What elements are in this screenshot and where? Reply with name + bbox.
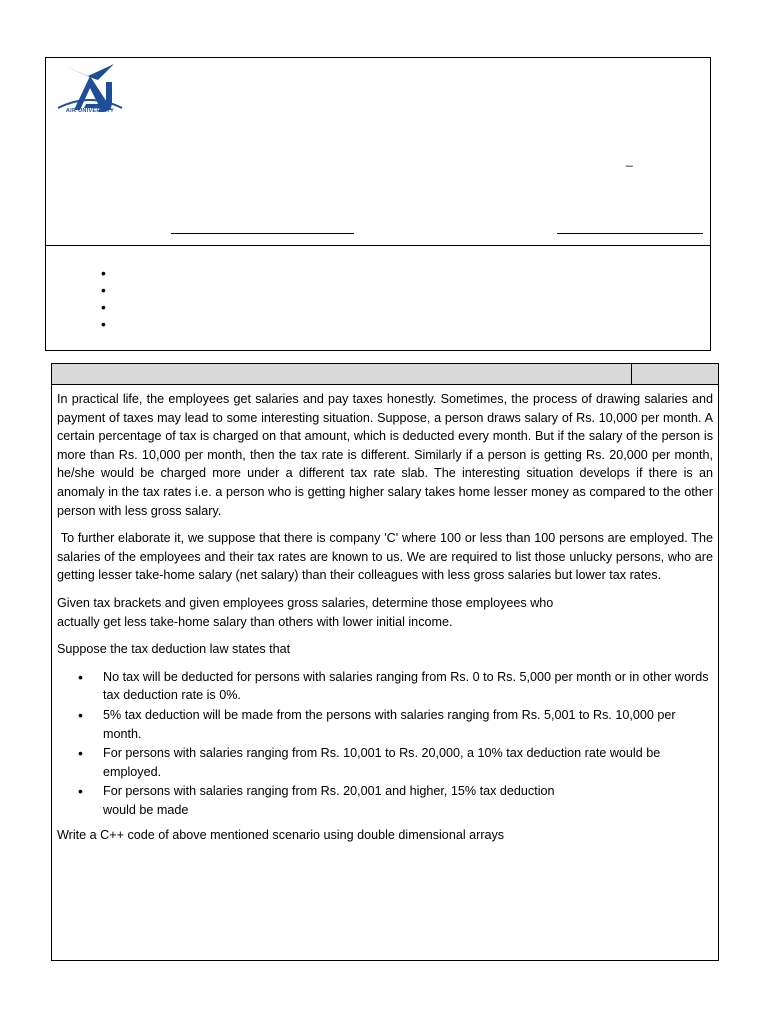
task-table-header-separator <box>631 364 632 384</box>
logo-text: AIR UNIVERSITY <box>65 108 115 114</box>
blank-line-right <box>557 233 703 234</box>
header-divider <box>46 245 710 246</box>
elaborate-paragraph: To further elaborate it, we suppose that there is company 'C' where 100 or less than 100 persons are employed. The salaries of the employees and their tax rates are known to us. We are required to list those unlucky persons, who are getting lesser take-home salary (net salary) than their colleagues with less gross salaries but lower tax rates. <box>57 531 714 583</box>
intro-paragraph: In practical life, the employees get salaries and pay taxes honestly. Sometimes, the process of drawing salaries and payment of taxes may lead to some interesting situation. Suppose, a person draws salary of Rs. 10,000 per month. A certain percentage of tax is charged on that amount, which is deducted every month. But if the salary of the person is more than Rs. 10,000 per month, then the tax rate is different. Similarly if a person is getting Rs. 20,000 per month, he/she would be charged more under a different tax rate slab. The interesting situation develops if there is an anomaly in the tax rates i.e. a person who is getting higher salary takes home lesser money as compared to the other person with less gross salary. <box>57 392 713 518</box>
tax-rules-list <box>57 668 713 820</box>
blank-line-left <box>171 233 354 234</box>
task-content <box>57 390 713 854</box>
task-table-header-row <box>52 364 718 385</box>
task-table <box>51 363 719 961</box>
tax-rule-item: • For persons with salaries ranging from Rs. 10,001 to Rs. 20,000, a 10% tax deduction rate would be employed. <box>57 744 713 781</box>
dash-mark: _ <box>626 153 633 167</box>
tax-rule-item: • For persons with salaries ranging from Rs. 20,001 and higher, 15% tax deduction would be made <box>57 782 713 819</box>
suppose-paragraph: Suppose the tax deduction law states that <box>57 642 291 657</box>
given-paragraph: Given tax brackets and given employees gross salaries, determine those employees who actually get less take-home salary than others with lower initial income. <box>57 595 554 629</box>
tax-rule-item: • 5% tax deduction will be made from the persons with salaries ranging from Rs. 5,001 to Rs. 10,000 per month. <box>57 706 713 743</box>
write-paragraph: Write a C++ code of above mentioned scenario using double dimensional arrays <box>57 828 505 843</box>
tax-rule-item: • No tax will be deducted for persons with salaries ranging from Rs. 0 to Rs. 5,000 per month or in other words tax deduction rate is 0%. <box>57 668 713 705</box>
lab-header-box <box>45 57 711 351</box>
